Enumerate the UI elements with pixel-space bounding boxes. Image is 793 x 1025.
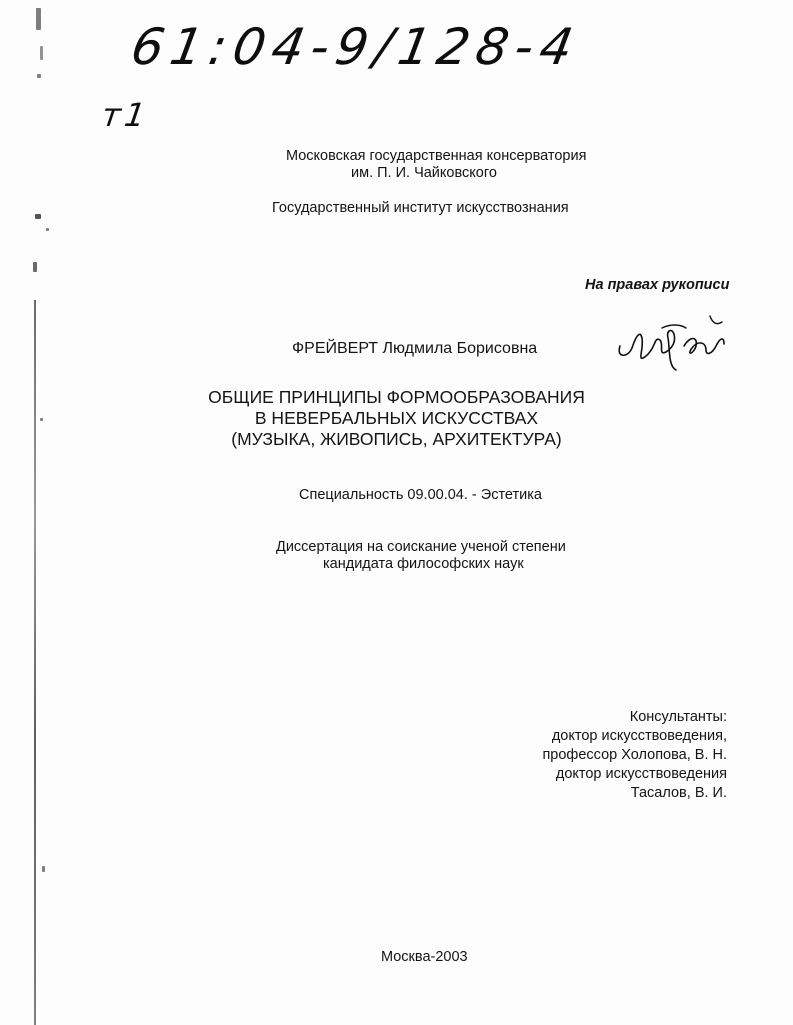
signature-image [606,306,736,376]
scan-speck [35,214,41,219]
title-line-1: ОБЩИЕ ПРИНЦИПЫ ФОРМООБРАЗОВАНИЯ [208,387,585,407]
specialty: Специальность 09.00.04. - Эстетика [299,487,542,503]
consultant-line: Тасалов, В. И. [630,785,727,801]
title-line-3: (МУЗЫКА, ЖИВОПИСЬ, АРХИТЕКТУРА) [231,429,562,449]
scan-speck [33,262,37,272]
consultant-line: доктор искусствоведения [555,766,727,782]
handwritten-inventory-number: 61:04-9/128-4 [126,18,585,76]
institution-line-2: им. П. И. Чайковского [351,165,497,181]
scan-speck [40,46,43,60]
scan-speck [36,8,41,30]
city-year: Москва-2003 [381,949,468,965]
consultants-block [542,708,727,803]
institute-name: Государственный институт искусствознания [272,200,569,216]
title-line-2: В НЕВЕРБАЛЬНЫХ ИСКУССТВАХ [254,408,539,428]
consultant-line: профессор Холопова, В. Н. [542,747,727,763]
scan-speck [37,74,41,78]
scan-edge-artifacts [0,0,60,1025]
consultants-heading: Консультанты: [629,709,727,725]
degree-line-1: Диссертация на соискание ученой степени [276,539,566,555]
scan-speck [42,866,45,872]
author-name: ФРЕЙВЕРТ Людмила Борисовна [292,340,538,357]
scan-speck [46,228,49,231]
consultant-line: доктор искусствоведения, [551,728,727,744]
rights-note: На правах рукописи [585,277,730,293]
institution-line-1: Московская государственная консерватория [286,148,587,164]
degree-line-2: кандидата философских наук [323,556,524,572]
handwritten-volume-mark: т1 [99,96,152,134]
